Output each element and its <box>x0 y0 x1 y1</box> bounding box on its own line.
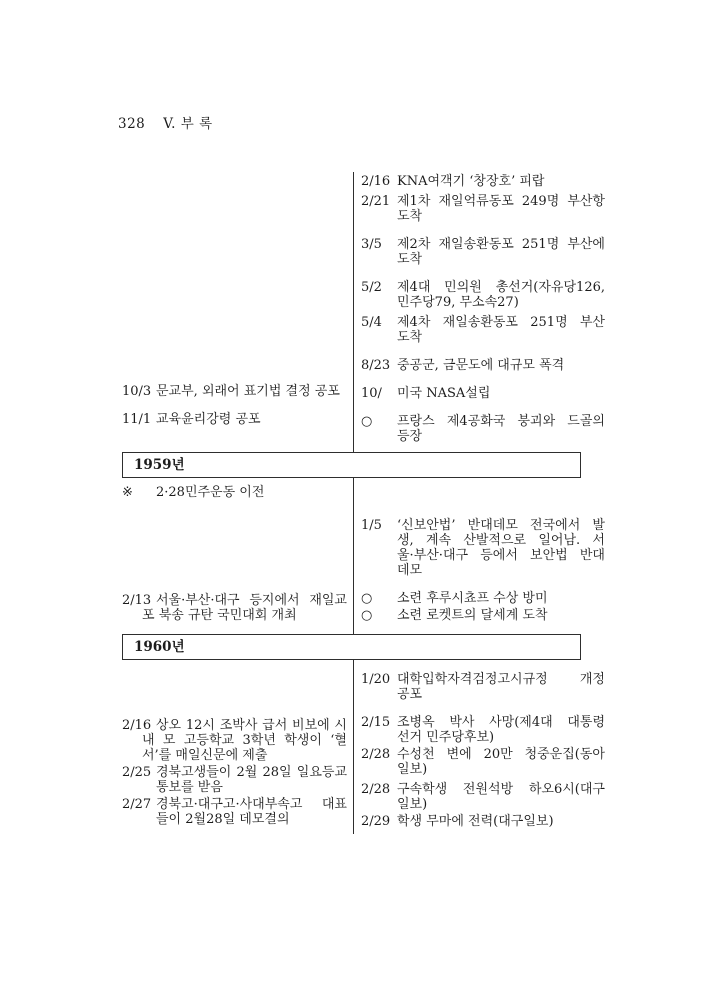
entry-text-line: 상오 12시 조박사 급서 비보에 시 <box>156 718 347 733</box>
entry-text-line: 소련 후루시쵸프 수상 방미 <box>397 591 548 606</box>
year-heading-label: 1960년 <box>134 639 185 655</box>
entry-text-line: 울·부산·대구 등에서 보안법 반대 <box>397 548 605 563</box>
timeline-entry <box>122 593 347 623</box>
entry-text-line: 2·28민주운동 이전 <box>156 485 265 500</box>
year-heading-1959 <box>122 452 581 478</box>
timeline-entry <box>361 194 605 224</box>
block-pre-1959 <box>122 172 605 452</box>
timeline-entry <box>361 782 605 812</box>
bullet-circle-marker: ○ <box>361 414 373 429</box>
bullet-circle-marker: ○ <box>361 591 373 606</box>
entry-date: 2/16 <box>122 718 152 733</box>
block-1960 <box>122 660 605 834</box>
section-title: V. 부 록 <box>163 116 213 132</box>
entry-text-line: 도착 <box>397 209 423 224</box>
chronology-table <box>122 172 605 834</box>
timeline-entry <box>122 384 347 399</box>
entry-text-line: 선거 민주당후보) <box>397 730 495 745</box>
year-heading-1960 <box>122 634 581 660</box>
entry-text-line: 프랑스 제4공화국 붕괴와 드골의 <box>397 414 605 429</box>
entry-text-line: 학생 무마에 전력(대구일보) <box>397 814 554 829</box>
timeline-entry <box>361 280 605 310</box>
entry-date: 11/1 <box>122 412 152 427</box>
timeline-entry <box>361 814 605 829</box>
entry-text-line: 서’를 매일신문에 제출 <box>142 748 268 763</box>
entry-text-line: 조병옥 박사 사망(제4대 대통령 <box>397 715 605 730</box>
entry-date: 2/16 <box>361 174 391 189</box>
block-1959 <box>122 478 605 634</box>
left-column <box>122 660 353 834</box>
timeline-entry <box>361 315 605 345</box>
timeline-entry <box>361 174 605 189</box>
entry-date: 2/28 <box>361 782 391 797</box>
entry-text-line: 통보를 받음 <box>156 780 223 795</box>
left-column <box>122 478 353 634</box>
entry-text-line: 대학입학자격검정고시규정 개정 <box>397 672 605 687</box>
timeline-entry <box>361 715 605 745</box>
entry-text-line: 교육윤리강령 공포 <box>156 412 261 427</box>
page-number: 328 <box>118 116 146 132</box>
timeline-entry <box>361 237 605 267</box>
entry-text-line: 제1차 재일억류동포 249명 부산항 <box>397 194 605 209</box>
timeline-entry <box>361 386 605 401</box>
entry-text-line: 구속학생 전원석방 하오6시(대구 <box>397 782 605 797</box>
entry-text-line: 중공군, 금문도에 대규모 폭격 <box>397 358 565 373</box>
entry-text-line: 수성천 변에 20만 청중운집(동아 <box>397 747 605 762</box>
timeline-entry <box>361 747 605 777</box>
bullet-circle-marker: ○ <box>361 608 373 623</box>
entry-date: 8/23 <box>361 358 391 373</box>
timeline-entry <box>361 414 605 444</box>
entry-date: 2/27 <box>122 797 152 812</box>
year-heading-label: 1959년 <box>134 457 185 473</box>
left-column <box>122 172 353 452</box>
entry-date: 2/29 <box>361 814 391 829</box>
timeline-entry <box>122 412 347 427</box>
right-column <box>353 660 605 834</box>
entry-text-line: 일보) <box>397 762 428 777</box>
entry-text-line: 경북고·대구고·사대부속고 대표 <box>156 797 347 812</box>
entry-date: 2/21 <box>361 194 391 209</box>
timeline-entry <box>122 485 347 500</box>
entry-text-line: 데모 <box>397 563 423 578</box>
entry-text-line: 경북고생들이 2월 28일 일요등교 <box>156 765 347 780</box>
right-column <box>353 478 605 634</box>
entry-text-line: 일보) <box>397 797 428 812</box>
entry-text-line: 소련 로켓트의 달세계 도착 <box>397 608 548 623</box>
timeline-entry <box>361 518 605 578</box>
timeline-entry <box>361 608 605 623</box>
timeline-entry <box>122 718 347 763</box>
entry-date: 2/15 <box>361 715 391 730</box>
entry-text-line: 공포 <box>397 687 423 702</box>
entry-date: 1/5 <box>361 518 382 533</box>
timeline-entry <box>361 358 605 373</box>
entry-text-line: 도착 <box>397 252 423 267</box>
entry-text-line: 내 모 고등학교 3학년 학생이 ‘혈 <box>142 733 347 748</box>
reference-mark: ※ <box>122 485 133 500</box>
entry-text-line: 제4차 재일송환동포 251명 부산 <box>397 315 605 330</box>
entry-text-line: 도착 <box>397 330 423 345</box>
entry-date: 2/13 <box>122 593 152 608</box>
entry-text-line: 포 북송 규탄 국민대회 개최 <box>142 608 297 623</box>
timeline-entry <box>122 765 347 795</box>
entry-text-line: KNA여객기 ‘창장호’ 피랍 <box>397 174 545 189</box>
entry-date: 2/25 <box>122 765 152 780</box>
entry-date: 1/20 <box>361 672 391 687</box>
entry-text-line: 제4대 민의원 총선거(자유당126, <box>397 280 605 295</box>
entry-text-line: 들이 2월28일 데모결의 <box>156 812 290 827</box>
entry-text-line: 민주당79, 무소속27) <box>397 295 519 310</box>
entry-text-line: 미국 NASA설립 <box>397 386 491 401</box>
entry-date: 10/ <box>361 386 382 401</box>
entry-text-line: 서울·부산·대구 등지에서 재일교 <box>156 593 347 608</box>
timeline-entry <box>122 797 347 827</box>
entry-date: 2/28 <box>361 747 391 762</box>
entry-date: 3/5 <box>361 237 382 252</box>
entry-text-line: 제2차 재일송환동포 251명 부산에 <box>397 237 605 252</box>
entry-date: 5/2 <box>361 280 382 295</box>
entry-text-line: 생, 계속 산발적으로 일어남. 서 <box>397 533 605 548</box>
entry-text-line: ‘신보안법’ 반대데모 전국에서 발 <box>397 518 605 533</box>
entry-date: 5/4 <box>361 315 382 330</box>
entry-text-line: 등장 <box>397 429 423 444</box>
timeline-entry <box>361 672 605 702</box>
page-header <box>118 112 213 132</box>
entry-text-line: 문교부, 외래어 표기법 결정 공포 <box>156 384 340 399</box>
right-column <box>353 172 605 452</box>
entry-date: 10/3 <box>122 384 152 399</box>
timeline-entry <box>361 591 605 606</box>
